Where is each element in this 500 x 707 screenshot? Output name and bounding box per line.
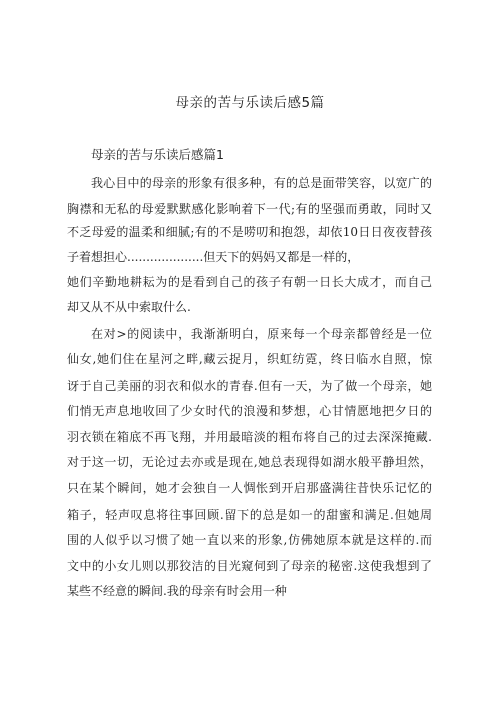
- paragraph-line: 文中的小女儿则以那狡洁的目光窥伺到了母亲的秘密.这使我想到了: [67, 559, 432, 573]
- paragraph-line: 子着想担心....................但天下的妈妈又都是一样的，: [67, 250, 360, 264]
- paragraph-line: 某些不经意的瞬间.我的母亲有时会用一种: [67, 584, 287, 598]
- paragraph-line: 只在某个瞬间，她才会独自一人惆怅到开启那盛满往昔快乐记忆的: [67, 481, 432, 495]
- paragraph-line: 羽衣锁在箱底不再飞翔，并用最暗淡的粗布将自己的过去深深掩藏.: [67, 430, 432, 444]
- paragraph-line: 仙女,她们住在星河之畔,藏云捉月，织虹纺霓，终日临水自照，惊: [67, 352, 432, 366]
- document-title: 母亲的苦与乐读后感5篇: [175, 95, 325, 111]
- paragraph-line: 在对>的阅读中，我渐渐明白，原来每一个母亲都曾经是一位: [91, 327, 432, 341]
- paragraph-line: 围的人似乎以习惯了她一直以来的形象,仿佛她原本就是这样的.而: [67, 533, 432, 547]
- section-heading: 母亲的苦与乐读后感篇1: [91, 147, 224, 162]
- paragraph-line: 我心目中的母亲的形象有很多种，有的总是面带笑容，以宽广的: [91, 176, 432, 190]
- paragraph-line: 箱子，轻声叹息将往事回顾.留下的总是如一的甜蜜和满足.但她周: [67, 508, 432, 522]
- paragraph-line: 胸襟和无私的母爱默默感化影响着下一代;有的坚强而勇敢，同时又: [67, 202, 432, 216]
- paragraph-line: 却又从不从中索取什么.: [67, 300, 191, 314]
- paragraph-line: 们悄无声息地收回了少女时代的浪漫和梦想，心甘情愿地把夕日的: [67, 404, 432, 418]
- paragraph-line: 她们辛勤地耕耘为的是看到自己的孩子有朝一日长大成才，而自己: [67, 275, 432, 289]
- paragraph-line: 讶于自己美丽的羽衣和似水的青春.但有一天，为了做一个母亲，她: [67, 379, 432, 393]
- paragraph-line: 对于这一切，无论过去亦或是现在,她总表现得如湖水般平静坦然，: [67, 455, 432, 469]
- paragraph-line: 不乏母爱的温柔和细腻;有的不是唠叨和抱怨，却依10日日夜夜替孩: [67, 225, 432, 239]
